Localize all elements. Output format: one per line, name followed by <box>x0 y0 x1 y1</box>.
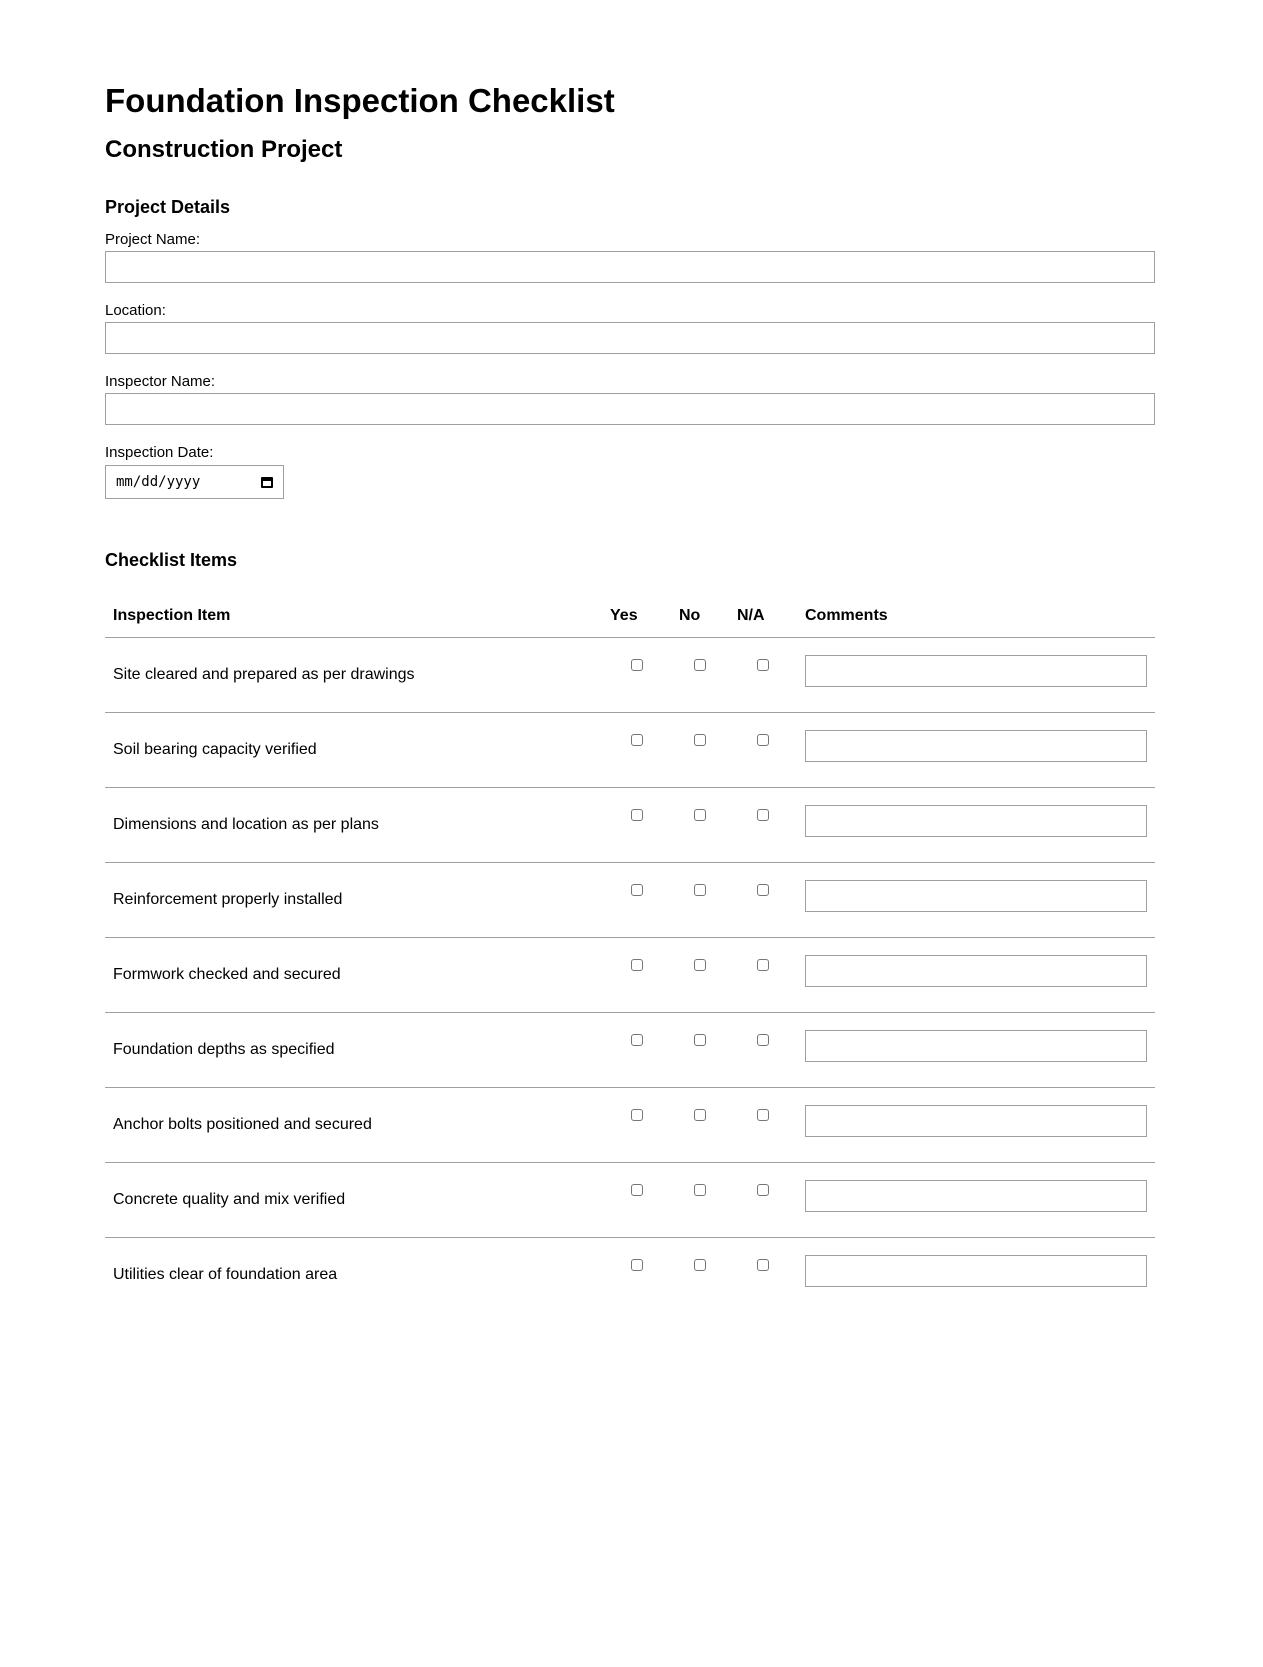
location-label: Location: <box>105 302 166 319</box>
inspection-item: Utilities clear of foundation area <box>113 1266 338 1283</box>
comments-input[interactable] <box>805 880 1147 912</box>
inspection-item: Foundation depths as specified <box>105 1013 602 1088</box>
project-details-heading: Project Details <box>105 197 231 217</box>
yes-checkbox[interactable] <box>631 1034 643 1046</box>
page-subtitle: Construction Project <box>105 136 343 163</box>
na-checkbox[interactable] <box>757 734 769 746</box>
inspection-date-label: Inspection Date: <box>105 444 214 461</box>
location-input[interactable] <box>105 322 1155 354</box>
inspector-name-input[interactable] <box>105 393 1155 425</box>
comments-input[interactable] <box>805 1030 1147 1062</box>
table-row <box>105 638 1155 713</box>
checklist-table <box>105 595 1155 1312</box>
header-comments: Comments <box>797 595 1155 638</box>
yes-checkbox[interactable] <box>631 1184 643 1196</box>
inspection-item: Anchor bolts positioned and secured <box>105 1088 602 1163</box>
comments-input[interactable] <box>805 1180 1147 1212</box>
yes-checkbox[interactable] <box>631 884 643 896</box>
na-checkbox[interactable] <box>757 884 769 896</box>
table-row <box>105 1013 1155 1088</box>
inspection-item: Reinforcement properly installed <box>105 863 602 938</box>
yes-checkbox[interactable] <box>631 659 643 671</box>
yes-checkbox[interactable] <box>631 1259 643 1271</box>
no-checkbox[interactable] <box>694 1184 706 1196</box>
comments-input[interactable] <box>805 655 1147 687</box>
comments-input[interactable] <box>805 805 1147 837</box>
table-row <box>105 788 1155 863</box>
yes-checkbox[interactable] <box>631 959 643 971</box>
table-row <box>105 713 1155 788</box>
inspector-name-label: Inspector Name: <box>105 373 216 390</box>
no-checkbox[interactable] <box>694 959 706 971</box>
na-checkbox[interactable] <box>757 1259 769 1271</box>
header-yes: Yes <box>602 595 671 638</box>
no-checkbox[interactable] <box>694 1259 706 1271</box>
na-checkbox[interactable] <box>757 809 769 821</box>
page-title: Foundation Inspection Checklist <box>105 82 615 119</box>
na-checkbox[interactable] <box>757 1034 769 1046</box>
no-checkbox[interactable] <box>694 884 706 896</box>
date-placeholder: mm/dd/yyyy <box>116 474 201 490</box>
no-checkbox[interactable] <box>694 809 706 821</box>
header-no: No <box>671 595 729 638</box>
table-row <box>105 1163 1155 1238</box>
table-row <box>105 1238 1155 1313</box>
no-checkbox[interactable] <box>694 1034 706 1046</box>
inspection-item: Formwork checked and secured <box>105 938 602 1013</box>
table-row <box>105 863 1155 938</box>
inspection-item: Site cleared and prepared as per drawings <box>105 638 602 713</box>
checklist-heading: Checklist Items <box>105 550 238 570</box>
calendar-icon[interactable] <box>261 477 273 488</box>
comments-input[interactable] <box>805 1105 1147 1137</box>
na-checkbox[interactable] <box>757 959 769 971</box>
header-inspection-item: Inspection Item <box>105 595 602 638</box>
yes-checkbox[interactable] <box>631 809 643 821</box>
comments-input[interactable] <box>805 955 1147 987</box>
project-name-label: Project Name: <box>105 231 201 248</box>
no-checkbox[interactable] <box>694 734 706 746</box>
inspection-item: Dimensions and location as per plans <box>105 788 602 863</box>
comments-input[interactable] <box>805 1255 1147 1287</box>
no-checkbox[interactable] <box>694 659 706 671</box>
inspection-item: Concrete quality and mix verified <box>105 1163 602 1238</box>
header-na: N/A <box>729 595 797 638</box>
na-checkbox[interactable] <box>757 1109 769 1121</box>
inspection-date-input[interactable] <box>105 465 284 499</box>
yes-checkbox[interactable] <box>631 1109 643 1121</box>
project-name-input[interactable] <box>105 251 1155 283</box>
table-row <box>105 1088 1155 1163</box>
na-checkbox[interactable] <box>757 1184 769 1196</box>
yes-checkbox[interactable] <box>631 734 643 746</box>
no-checkbox[interactable] <box>694 1109 706 1121</box>
table-row <box>105 938 1155 1013</box>
table-header-row <box>105 595 1155 638</box>
comments-input[interactable] <box>805 730 1147 762</box>
inspection-item: Soil bearing capacity verified <box>105 713 602 788</box>
na-checkbox[interactable] <box>757 659 769 671</box>
